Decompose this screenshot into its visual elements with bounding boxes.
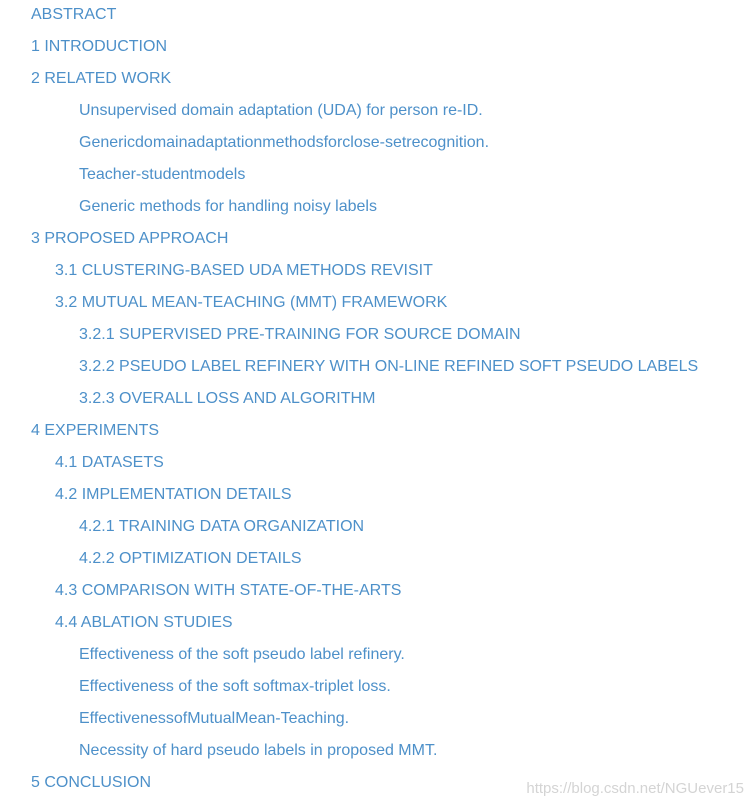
toc-link-introduction[interactable]: 1 INTRODUCTION: [31, 38, 167, 55]
toc-link-ablation-studies[interactable]: 4.4 ABLATION STUDIES: [55, 614, 233, 631]
toc-link-hard-pseudo-labels[interactable]: Necessity of hard pseudo labels in proposed MMT.: [79, 742, 438, 759]
toc-link-generic-domain-adaptation[interactable]: Genericdomainadaptationmethodsforclose-setrecognition.: [79, 134, 490, 151]
toc-link-supervised-pretraining[interactable]: 3.2.1 SUPERVISED PRE-TRAINING FOR SOURCE DOMAIN: [79, 326, 521, 343]
toc-link-mutual-mean-teaching[interactable]: EffectivenessofMutualMean-Teaching.: [79, 710, 350, 727]
toc-link-soft-pseudo-label-refinery[interactable]: Effectiveness of the soft pseudo label refinery.: [79, 646, 405, 663]
toc-link-proposed-approach[interactable]: 3 PROPOSED APPROACH: [31, 230, 229, 247]
toc-link-soft-softmax-triplet-loss[interactable]: Effectiveness of the soft softmax-triplet loss.: [79, 678, 391, 695]
toc-link-pseudo-label-refinery[interactable]: 3.2.2 PSEUDO LABEL REFINERY WITH ON-LINE REFINED SOFT PSEUDO LABELS: [79, 358, 699, 375]
toc-link-noisy-labels[interactable]: Generic methods for handling noisy labels: [79, 198, 377, 215]
toc-link-abstract[interactable]: ABSTRACT: [31, 6, 117, 23]
toc-link-teacher-student-models[interactable]: Teacher-studentmodels: [79, 166, 246, 183]
toc-link-optimization-details[interactable]: 4.2.2 OPTIMIZATION DETAILS: [79, 550, 302, 567]
toc-link-datasets[interactable]: 4.1 DATASETS: [55, 454, 164, 471]
toc-link-training-data-organization[interactable]: 4.2.1 TRAINING DATA ORGANIZATION: [79, 518, 365, 535]
toc-link-conclusion[interactable]: 5 CONCLUSION: [31, 774, 152, 791]
toc-link-mmt-framework[interactable]: 3.2 MUTUAL MEAN-TEACHING (MMT) FRAMEWORK: [55, 294, 448, 311]
toc-link-experiments[interactable]: 4 EXPERIMENTS: [31, 422, 160, 439]
toc-link-clustering-uda[interactable]: 3.1 CLUSTERING-BASED UDA METHODS REVISIT: [55, 262, 433, 279]
watermark: https://blog.csdn.net/NGUever15: [526, 780, 744, 797]
toc-link-implementation-details[interactable]: 4.2 IMPLEMENTATION DETAILS: [55, 486, 292, 503]
toc-link-overall-loss[interactable]: 3.2.3 OVERALL LOSS AND ALGORITHM: [79, 390, 376, 407]
toc-link-related-work[interactable]: 2 RELATED WORK: [31, 70, 172, 87]
toc-link-uda-person-reid[interactable]: Unsupervised domain adaptation (UDA) for person re-ID.: [79, 102, 483, 119]
toc-link-comparison-sota[interactable]: 4.3 COMPARISON WITH STATE-OF-THE-ARTS: [55, 582, 402, 599]
